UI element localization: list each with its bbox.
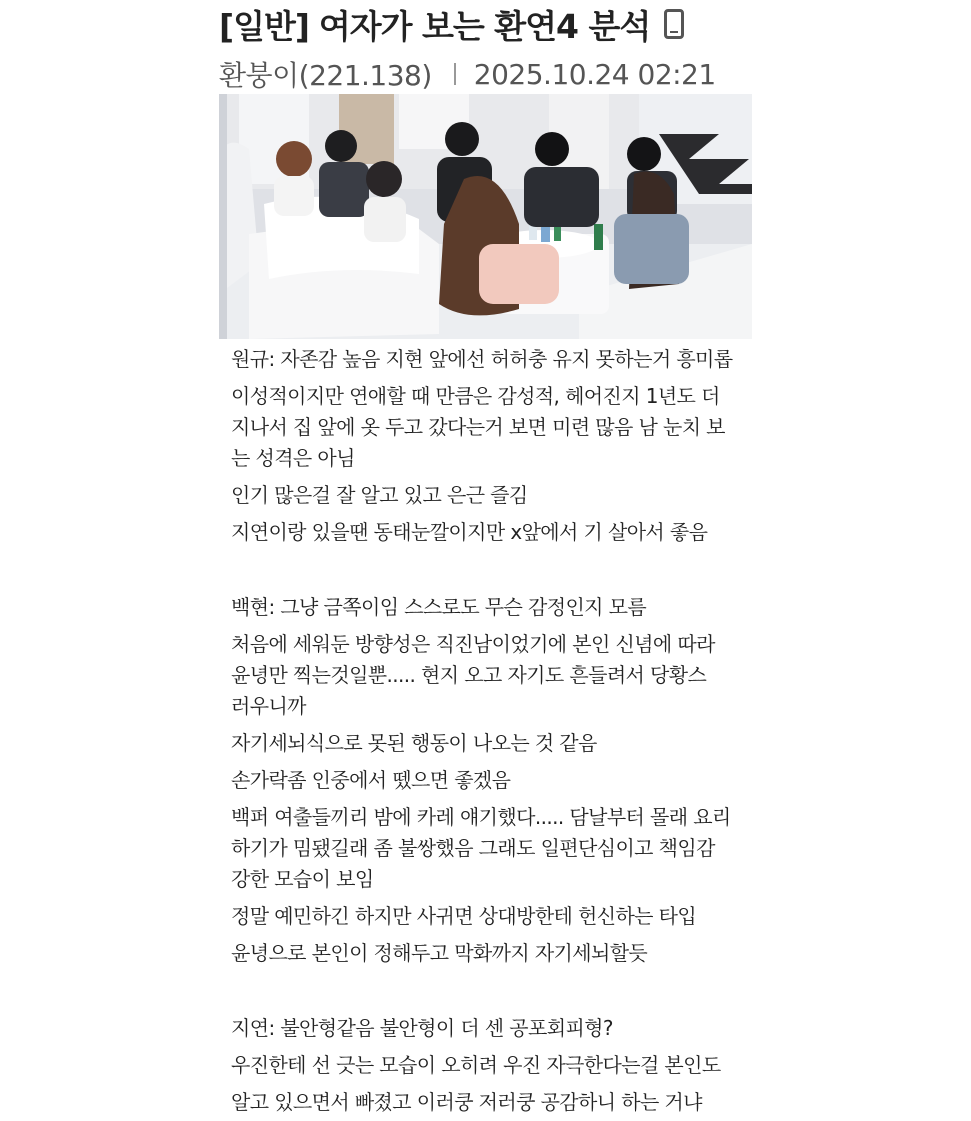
body-paragraph: 백퍼 여출들끼리 밤에 카레 얘기했다..... 담날부터 몰래 요리 하기가 밈됐길래 좀 불쌍했음 그래도 일편단심이고 책임감 강한 모습이 보임 [231,805,731,891]
mobile-icon [664,9,684,39]
body-paragraph: 자기세뇌식으로 못된 행동이 나오는 것 같음 [231,731,597,755]
post-image[interactable] [219,94,752,339]
post-meta [219,54,752,94]
body-paragraph: 이성적이지만 연애할 때 만큼은 감성적, 헤어진지 1년도 더 지나서 집 앞에 옷 두고 갔다는거 보면 미련 많음 남 눈치 보 는 성격은 아님 [231,384,725,470]
post-header [219,0,752,94]
post-category: [일반] [219,6,309,46]
body-paragraph: 인기 많은걸 잘 알고 있고 은근 즐김 [231,483,528,507]
body-paragraph: 손가락좀 인중에서 뗐으면 좋겠음 [231,768,511,792]
post-title [219,0,752,48]
body-paragraph: 지연: 불안형같음 불안형이 더 센 공포회피형? [231,1016,613,1040]
body-paragraph: 백현: 그냥 금쪽이임 스스로도 무슨 감정인지 모름 [231,595,647,619]
body-paragraph: 원규: 자존감 높음 지현 앞에선 허허충 유지 못하는거 흥미롭 [231,347,733,371]
body-paragraph: 윤녕으로 본인이 정해두고 막화까지 자기세뇌할듯 [231,941,648,965]
body-paragraph: 우진한테 선 긋는 모습이 오히려 우진 자극한다는걸 본인도 [231,1053,721,1077]
body-paragraph: 처음에 세워둔 방향성은 직진남이었기에 본인 신념에 따라 윤녕만 찍는것일뿐..... 현지 오고 자기도 흔들려서 당황스 러우니까 [231,632,715,718]
post-title-text: 여자가 보는 환연4 분석 [318,6,651,46]
body-paragraph: 알고 있으면서 빠졌고 이러쿵 저러쿵 공감하니 하는 거냐 [231,1090,702,1114]
post-body [231,341,751,1121]
body-paragraph: 정말 예민하긴 하지만 사귀면 상대방한테 헌신하는 타입 [231,904,697,928]
post-author[interactable]: 환붕이(221.138) [219,59,432,92]
post-datetime: 2025.10.24 02:21 [473,57,716,91]
meta-divider [454,63,456,85]
paragraph-gap [231,551,751,589]
body-paragraph: 지연이랑 있을땐 동태눈깔이지만 x앞에서 기 살아서 좋음 [231,520,708,544]
paragraph-gap [231,972,751,1010]
